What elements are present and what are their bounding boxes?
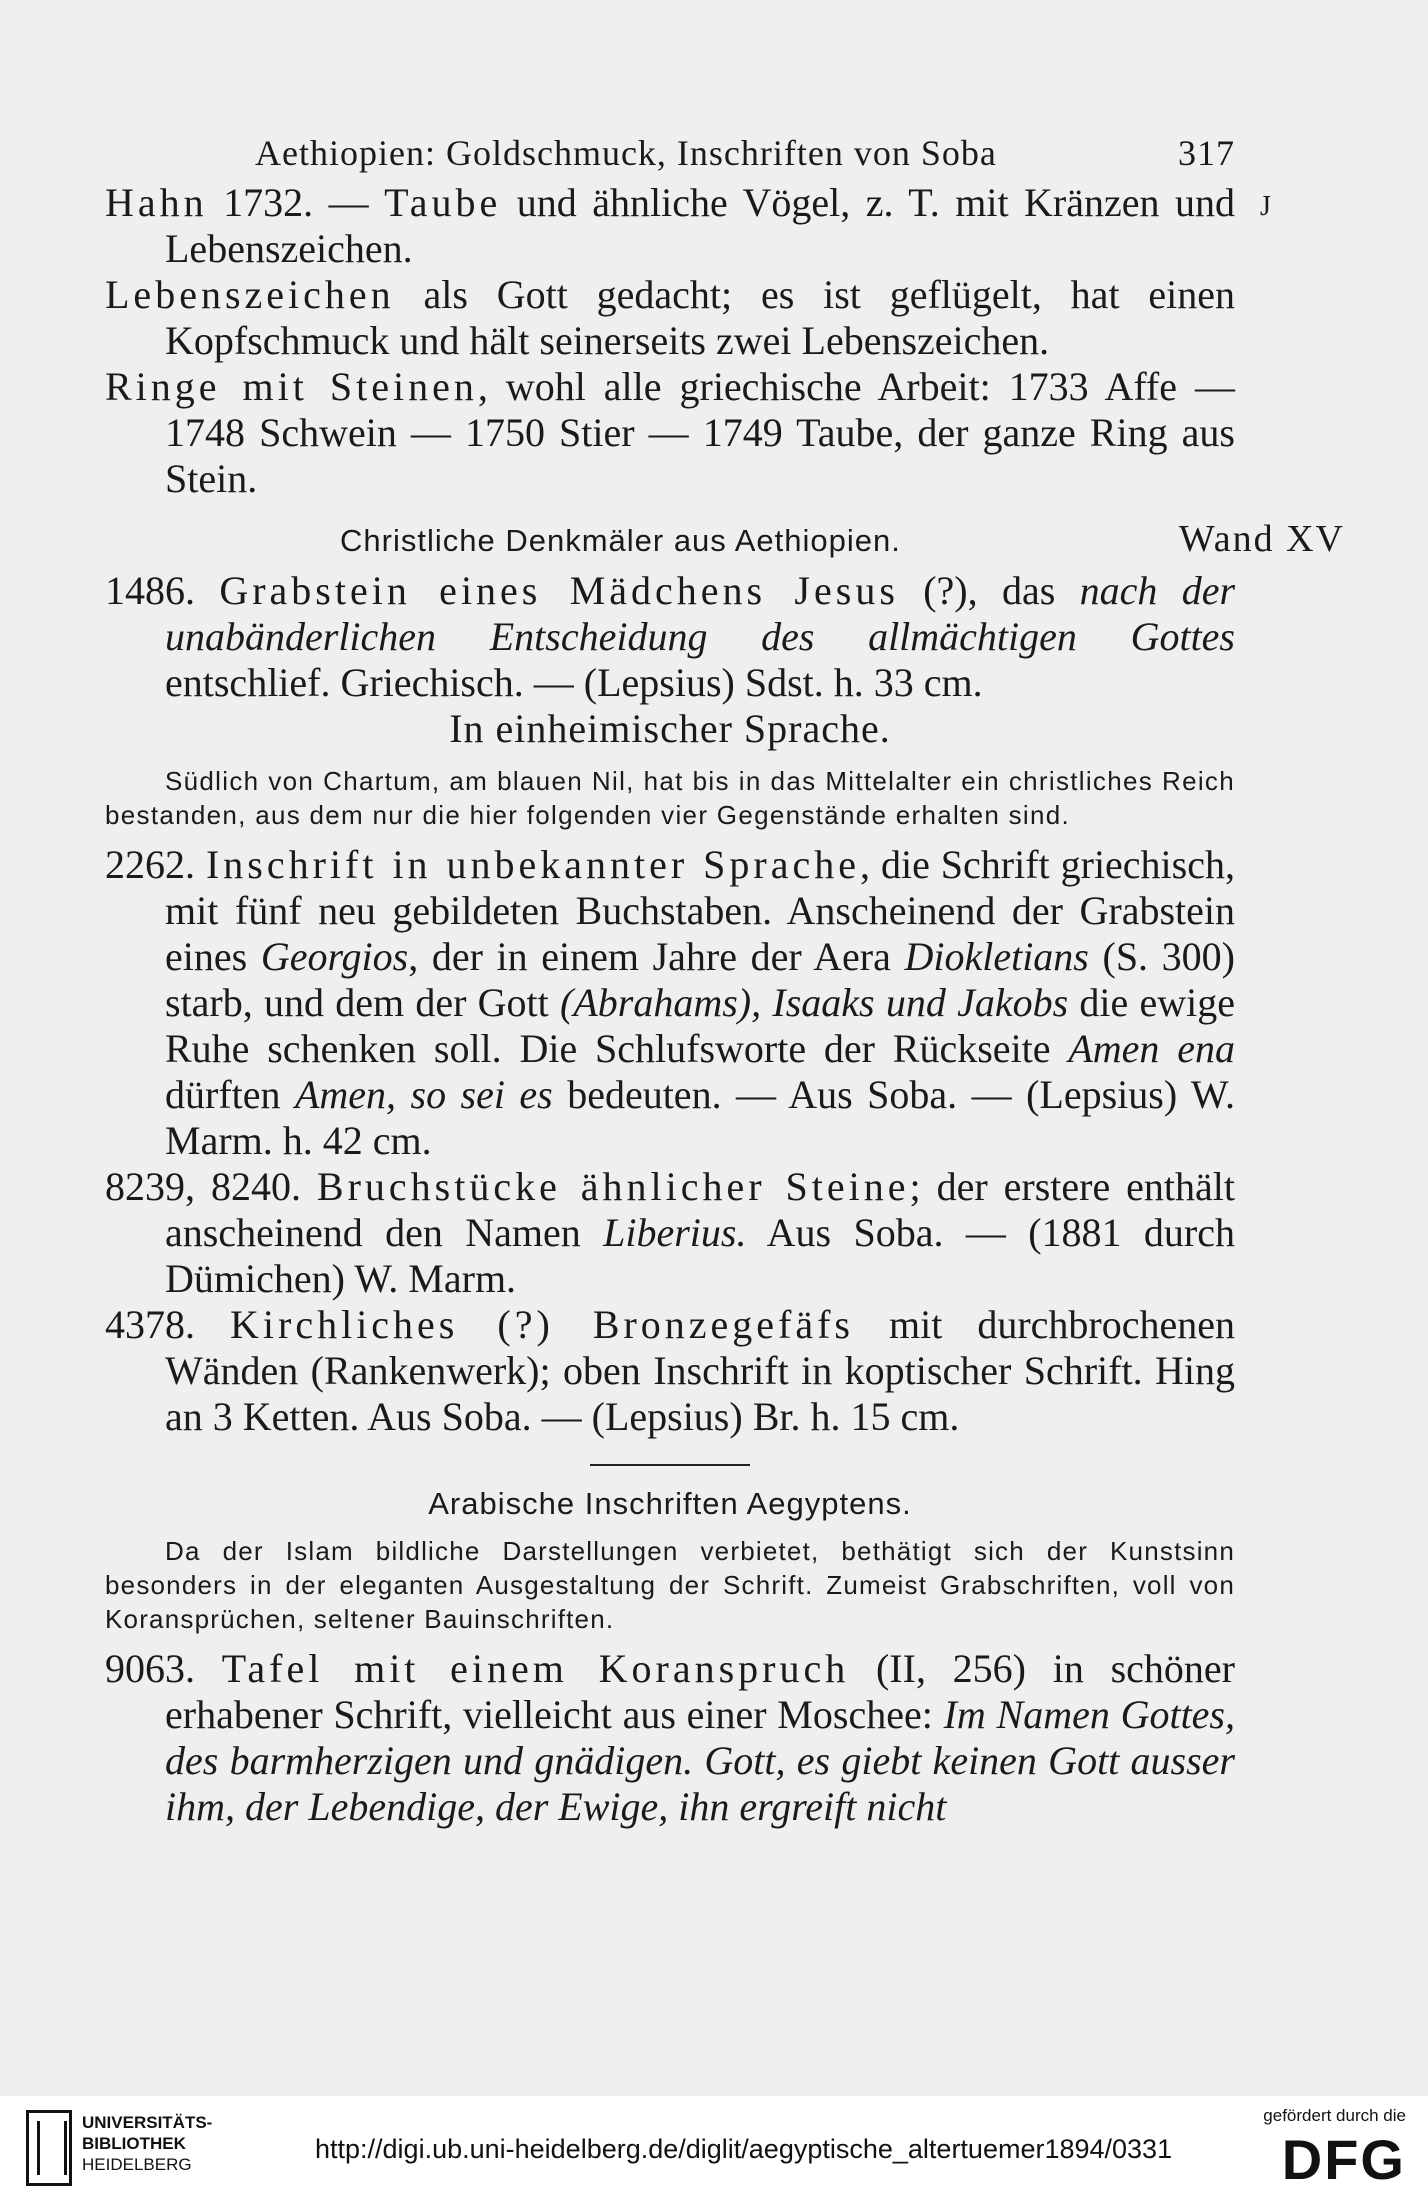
entry-number: 2262. bbox=[105, 842, 195, 887]
entry-8239 bbox=[105, 1164, 1235, 1302]
entry-text: (S. 300) starb, und dem der Gott bbox=[165, 934, 1235, 1025]
entry-italic: nach der unabänderlichen Entscheidung des allmächtigen Gottes bbox=[165, 568, 1236, 659]
entry-italic: Diokletians bbox=[904, 934, 1089, 979]
section-divider bbox=[590, 1464, 750, 1466]
entry-number: 8239, 8240. bbox=[105, 1164, 301, 1209]
entry-lead: Kirchliches (?) Bronzegefäfs bbox=[230, 1302, 854, 1347]
entry-2262 bbox=[105, 842, 1235, 1164]
note-islam: Da der Islam bildliche Darstellungen verbietet, bethätigt sich der Kunstsinn besonders in der eleganten Ausgestaltung der Schrift. Zumeist Grabschriften, voll von Koransprüchen, seltener Bauinschriften. bbox=[105, 1536, 1235, 1634]
entry-1486 bbox=[105, 568, 1235, 706]
section-heading-label: Christliche Denkmäler aus Aethiopien. bbox=[340, 523, 901, 558]
entry-text: bedeuten. — Aus Soba. — (Lepsius) W. Marm. h. 42 cm. bbox=[165, 1072, 1235, 1163]
entry-text: ; der erstere enthält anscheinend den Namen bbox=[165, 1164, 1236, 1255]
entry-lead: Grabstein eines Mädchens Jesus bbox=[219, 568, 899, 613]
entry-italic: Amen ena bbox=[1068, 1026, 1235, 1071]
entry-lead: Taube bbox=[384, 180, 502, 225]
entry-text: Aus Soba. — (1881 durch Dümichen) W. Marm. bbox=[165, 1210, 1235, 1301]
entry-text: dürften bbox=[165, 1072, 295, 1117]
entry-italic: Liberius. bbox=[603, 1210, 747, 1255]
entry-lead: Lebenszeichen bbox=[105, 272, 395, 317]
entry-text: mit durchbrochenen Wänden (Rankenwerk); oben Inschrift in koptischer Schrift. Hing an 3 Ketten. Aus Soba. — (Lepsius) Br. h. 15 cm. bbox=[165, 1302, 1235, 1439]
section-heading-arabic: Arabische Inschriften Aegyptens. bbox=[428, 1486, 912, 1521]
entry-text: als Gott gedacht; es ist geflügelt, hat einen Kopfschmuck und hält seinerseits zwei Lebenszeichen. bbox=[165, 272, 1235, 363]
entry-text: 1732. — bbox=[207, 180, 385, 225]
university-seal-icon bbox=[26, 2110, 72, 2186]
entry-italic: Im Namen Gottes, des barmherzigen und gnädigen. Gott, es giebt keinen Gott ausser ihm, der Lebendige, der Ewige, ihn ergreift nicht bbox=[165, 1692, 1235, 1829]
entry-lebenszeichen bbox=[105, 272, 1235, 364]
entry-italic: Georgios bbox=[260, 934, 409, 979]
entry-text: , die Schrift griechisch, mit fünf neu gebildeten Buchstaben. Anscheinend der Grabstein eines bbox=[165, 842, 1235, 979]
entry-hahn: Hahn 1732. — Taube und ähnliche Vögel, z. T. mit Kränzen und Lebenszeichen. J bbox=[105, 180, 1271, 271]
entry-text: (II, 256) in schöner erhabener Schrift, vielleicht aus einer Moschee: bbox=[165, 1646, 1235, 1737]
library-name-line: HEIDELBERG bbox=[82, 2155, 192, 2174]
footer-bar bbox=[0, 2096, 1428, 2200]
page-body bbox=[105, 120, 1345, 1830]
entry-lead: Bruchstücke ähnlicher Steine bbox=[316, 1164, 910, 1209]
entry-text: , der in einem Jahre der Aera bbox=[408, 934, 905, 979]
entry-text: (?), das bbox=[898, 568, 1080, 613]
subheading-native-language: In einheimischer Sprache. bbox=[449, 706, 891, 751]
wall-label: Wand XV bbox=[1178, 518, 1345, 560]
dfg-logo: DFG bbox=[1281, 2128, 1406, 2191]
note-chartum: Südlich von Chartum, am blauen Nil, hat bis in das Mittelalter ein christliches Reich bestanden, aus dem nur die hier folgenden vier Gegenstände erhalten sind. bbox=[105, 766, 1235, 830]
entry-number: 1486. bbox=[105, 568, 195, 613]
entry-text: und ähnliche Vögel, z. T. mit Kränzen und Lebenszeichen. bbox=[165, 180, 1235, 271]
permalink-url[interactable]: http://digi.ub.uni-heidelberg.de/diglit/aegyptische_altertuemer1894/0331 bbox=[315, 2134, 1173, 2164]
entry-italic: (Abrahams), Isaaks und Jakobs bbox=[560, 980, 1069, 1025]
entry-ringe bbox=[105, 364, 1235, 502]
entry-9063 bbox=[105, 1646, 1235, 1830]
entry-lead: Inschrift in unbekannter Sprache bbox=[205, 842, 860, 887]
page-title: Aethiopien: Goldschmuck, Inschriften von Soba bbox=[255, 133, 997, 173]
library-name-line: UNIVERSITÄTS- bbox=[82, 2113, 213, 2132]
entry-lead: Tafel mit einem Koranspruch bbox=[221, 1646, 850, 1691]
entry-text: entschlief. Griechisch. — (Lepsius) Sdst. h. 33 cm. bbox=[165, 660, 983, 705]
funded-by-label: gefördert durch die bbox=[1263, 2106, 1406, 2125]
entry-4378 bbox=[105, 1302, 1235, 1440]
library-name bbox=[82, 2112, 212, 2175]
section-heading-christian bbox=[105, 518, 1345, 564]
entry-number: 9063. bbox=[105, 1646, 195, 1691]
entry-text: die ewige Ruhe schenken soll. Die Schlufsworte der Rückseite bbox=[165, 980, 1236, 1071]
entry-italic: Amen, so sei es bbox=[294, 1072, 553, 1117]
entry-text: , wohl alle griechische Arbeit: 1733 Affe — 1748 Schwein — 1750 Stier — 1749 Taube, der ganze Ring aus Stein. bbox=[165, 364, 1235, 501]
page-number: 317 bbox=[1178, 133, 1235, 173]
running-header bbox=[105, 120, 1235, 180]
library-name-line: BIBLIOTHEK bbox=[82, 2134, 186, 2153]
entry-lead: Hahn bbox=[105, 180, 208, 225]
entry-lead: Ringe mit Steinen bbox=[105, 364, 478, 409]
entry-number: 4378. bbox=[105, 1302, 195, 1347]
